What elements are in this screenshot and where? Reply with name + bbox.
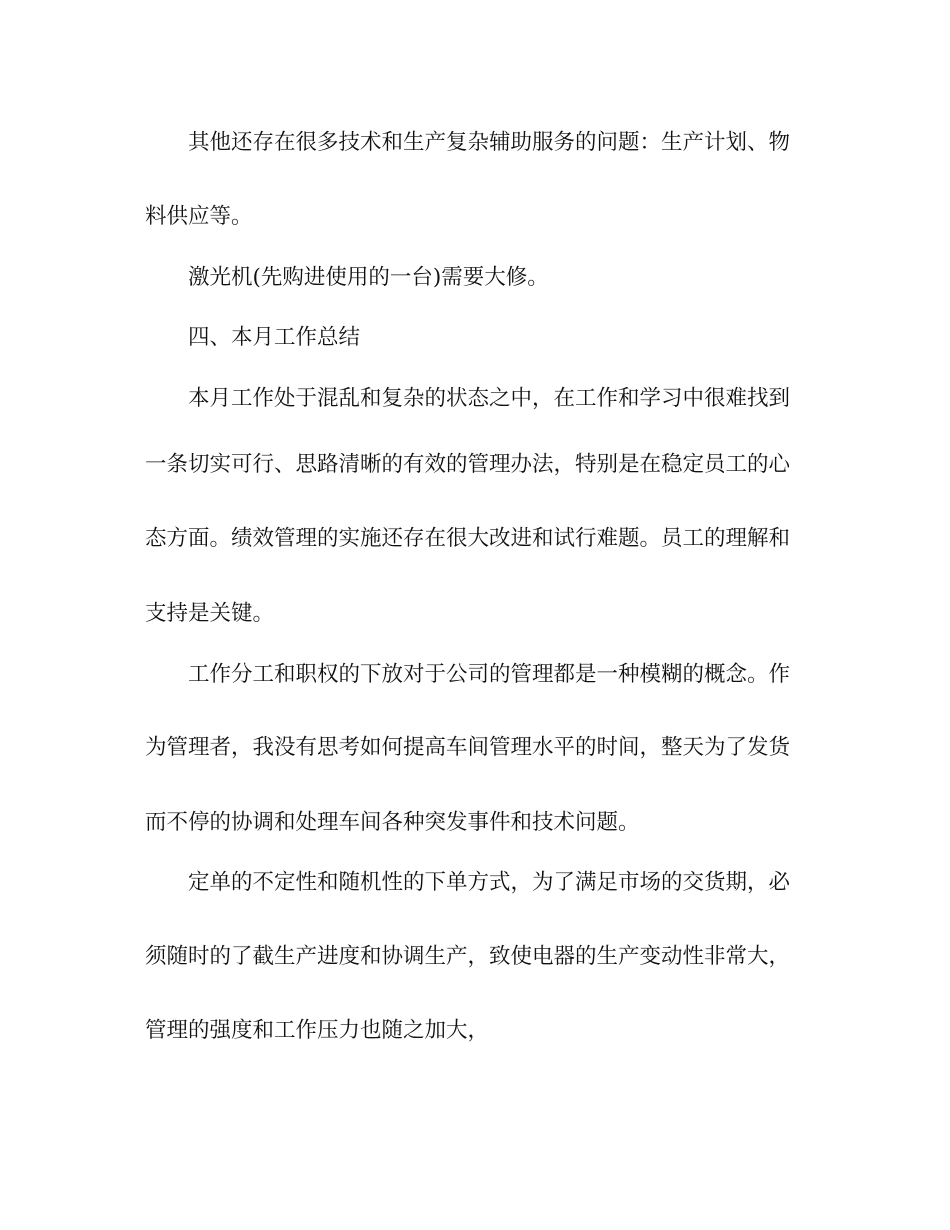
section-heading: 四、本月工作总结 bbox=[188, 325, 361, 350]
text-line: 定单的不定性和随机性的下单方式，为了满足市场的交货期，必 bbox=[188, 870, 791, 895]
text-line: 态方面。绩效管理的实施还存在很大改进和试行难题。员工的理解和 bbox=[145, 526, 791, 551]
text-line: 支持是关键。 bbox=[145, 601, 275, 626]
text-line: 为管理者，我没有思考如何提高车间管理水平的时间，整天为了发货 bbox=[145, 735, 791, 760]
text-line: 管理的强度和工作压力也随之加大， bbox=[145, 1018, 490, 1043]
text-line: 一条切实可行、思路清晰的有效的管理办法，特别是在稳定员工的心 bbox=[145, 452, 791, 477]
text-line: 料供应等。 bbox=[145, 204, 253, 229]
text-line: 本月工作处于混乱和复杂的状态之中，在工作和学习中很难找到 bbox=[188, 386, 791, 411]
text-line: 须随时的了截生产进度和协调生产，致使电器的生产变动性非常大， bbox=[145, 944, 791, 969]
text-line: 工作分工和职权的下放对于公司的管理都是一种模糊的概念。作 bbox=[188, 662, 791, 687]
text-line: 而不停的协调和处理车间各种突发事件和技术问题。 bbox=[145, 810, 640, 835]
text-line: 其他还存在很多技术和生产复杂辅助服务的问题：生产计划、物 bbox=[188, 130, 791, 155]
text-line: 激光机(先购进使用的一台)需要大修。 bbox=[188, 265, 549, 290]
